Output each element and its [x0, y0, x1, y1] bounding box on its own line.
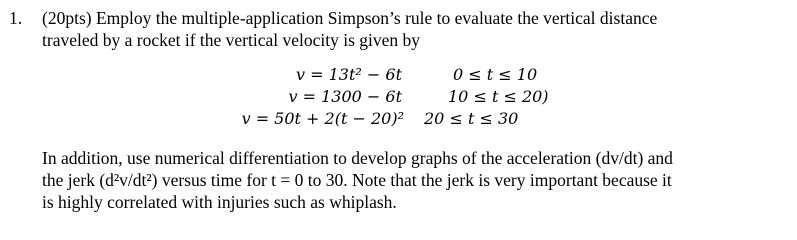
problem-statement-line-1: (20pts) Employ the multiple-application Simpson’s rule to evaluate the vertical distance — [42, 8, 658, 28]
followup-line-1: In addition, use numerical differentiation to develop graphs of the acceleration (dv/dt) and — [42, 148, 673, 168]
equation-2-range: 10 ≤ t ≤ 20) — [448, 87, 549, 106]
equation-1-range: 0 ≤ t ≤ 10 — [453, 65, 538, 84]
equation-3-range: 20 ≤ t ≤ 30 — [424, 109, 519, 128]
equation-3-expression: v = 50t + 2(t − 20)² — [241, 109, 404, 128]
followup-line-2: the jerk (d²v/dt²) versus time for t = 0 to 30. Note that the jerk is very important because it — [42, 170, 672, 190]
equation-1-expression: v = 13t² − 6t — [295, 65, 402, 84]
followup-line-3: is highly correlated with injuries such as whiplash. — [42, 192, 397, 212]
problem-statement-line-2: traveled by a rocket if the vertical velocity is given by — [42, 30, 421, 50]
problem-number: 1. — [9, 8, 23, 28]
equation-2-expression: v = 1300 − 6t — [288, 87, 402, 106]
